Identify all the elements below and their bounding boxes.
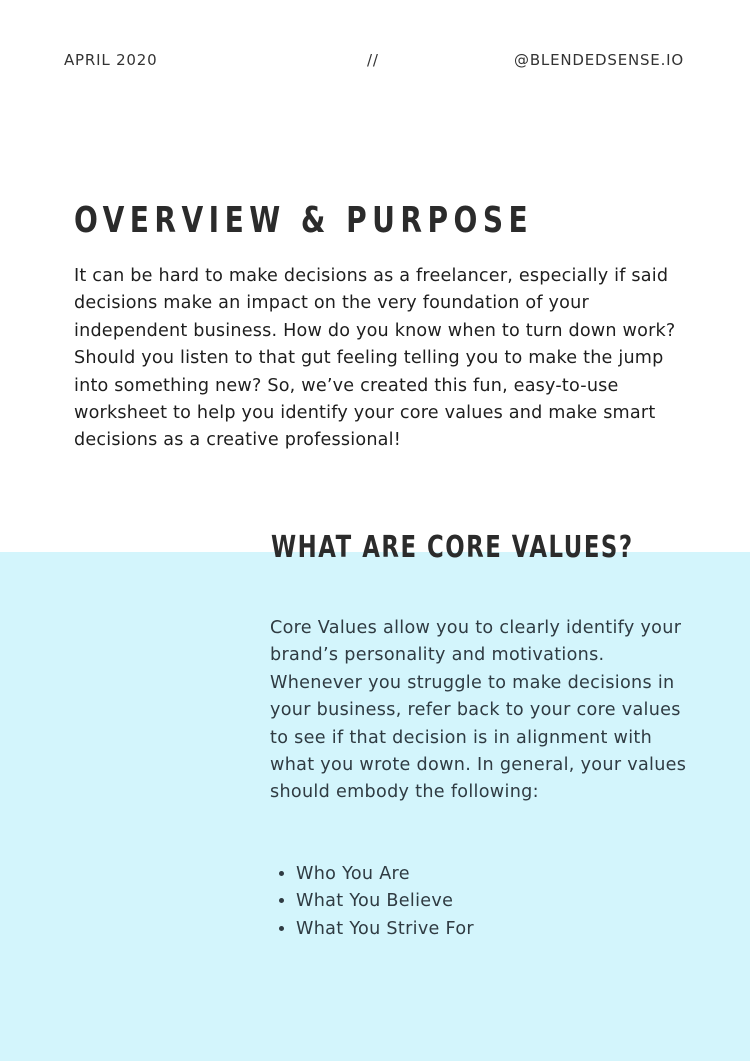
overview-body: It can be hard to make decisions as a freelancer, especially if said decisions make an impact on the very foundation of your independent business. How do you know when to turn down work? Should you listen to that gut feeling telling you to make the jump into something new? So, we’ve created this fun, easy-to-use worksheet to help you identify your core values and make smart decisions as a creative professional! [74, 266, 676, 451]
list-item: • What You Believe [296, 888, 474, 915]
header-date: APRIL 2020 [64, 51, 158, 69]
core-values-body: Core Values allow you to clearly identify your brand’s personality and motivations. Whenever you struggle to make decisions in your business, refer back to your core values to see if that decision is in alignment with what you wrote down. In general, your values should embody the following: [270, 618, 687, 803]
core-values-title: WHAT ARE CORE VALUES? [271, 530, 634, 565]
core-values-list [270, 861, 474, 943]
list-item: • Who You Are [296, 861, 474, 888]
page-header [0, 51, 750, 73]
header-separator: // [367, 51, 379, 69]
overview-title: OVERVIEW & PURPOSE [74, 200, 534, 241]
header-handle: @BLENDEDSENSE.IO [514, 51, 684, 69]
list-item: • What You Strive For [296, 916, 474, 943]
